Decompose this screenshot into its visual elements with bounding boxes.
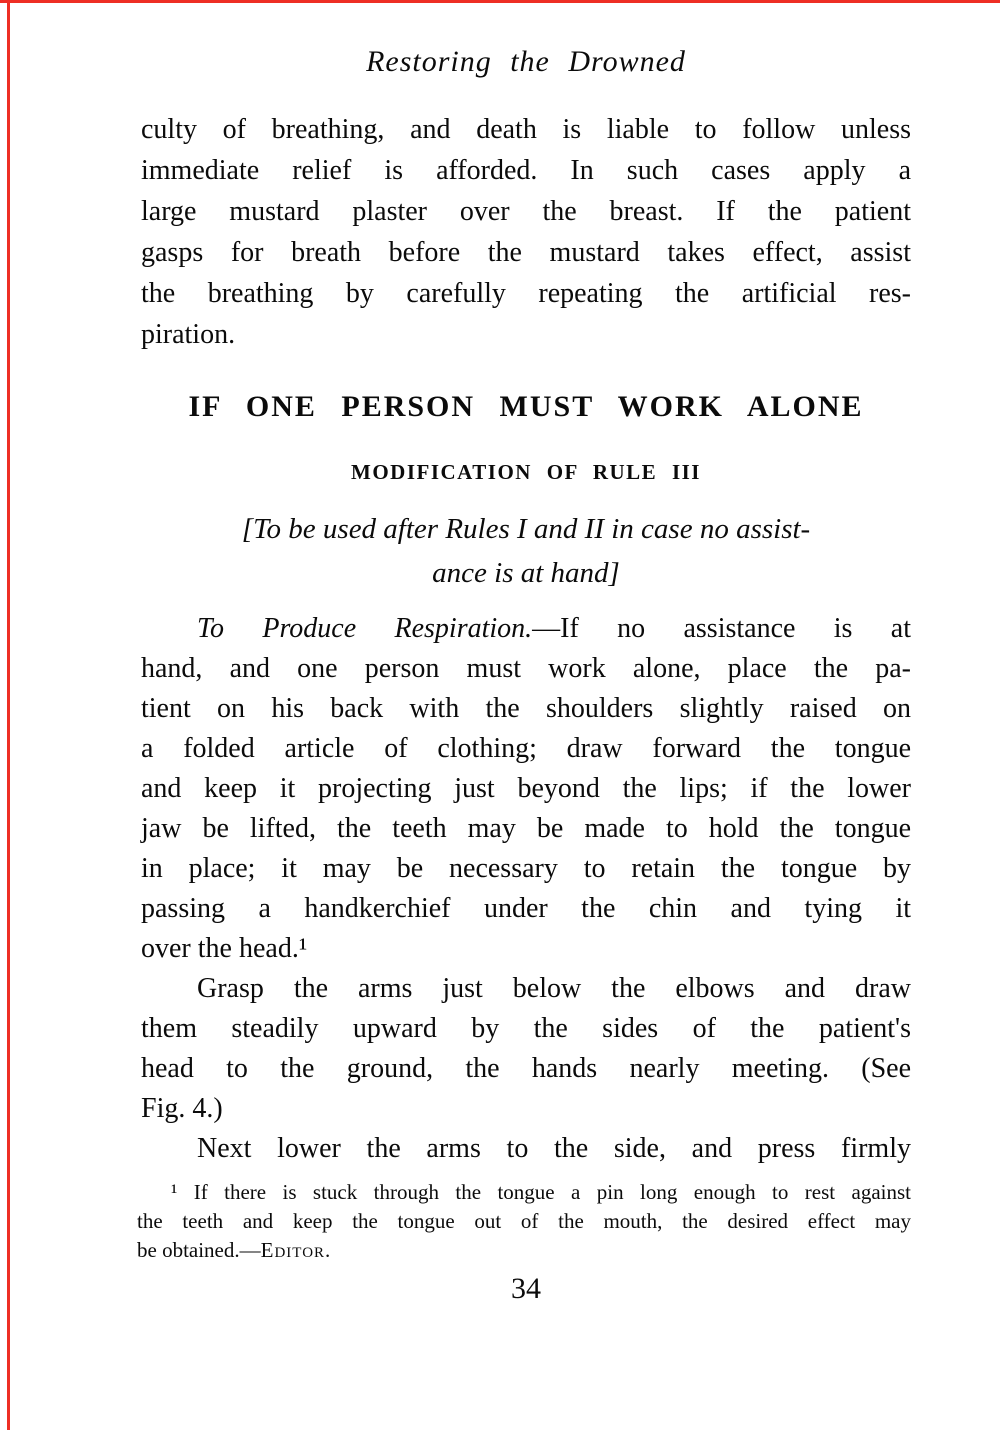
text-line: and keep it projecting just beyond the lips; if the lower (141, 773, 911, 804)
text-line: a folded article of clothing; draw forward the tongue (141, 733, 911, 764)
text-line: To Produce Respiration.—If no assistance is at (197, 613, 911, 644)
scan-redline-left (7, 0, 10, 1430)
running-header: Restoring the Drowned (366, 45, 686, 78)
text-line: ance is at hand] (432, 557, 620, 589)
section-heading: IF ONE PERSON MUST WORK ALONE (188, 390, 864, 423)
body-paragraphs (141, 609, 911, 1169)
footnote (137, 1178, 911, 1265)
text-line: Fig. 4.) (141, 1093, 223, 1124)
text-line: the teeth and keep the tongue out of the mouth, the desired effect may (137, 1209, 911, 1233)
text-line: passing a handkerchief under the chin and tying it (141, 893, 911, 924)
scan-redline-top (0, 0, 1000, 3)
text-line: be obtained.—Editor. (137, 1238, 332, 1262)
text-line: over the head.¹ (141, 933, 308, 964)
text-line: tient on his back with the shoulders slightly raised on (141, 693, 911, 724)
italic-lead-in: To Produce Respiration. (197, 613, 533, 644)
text-line: them steadily upward by the sides of the patient's (141, 1013, 911, 1044)
text-line: large mustard plaster over the breast. If the patient (141, 196, 911, 227)
text-line: culty of breathing, and death is liable to follow unless (141, 114, 911, 145)
text-line: ¹ If there is stuck through the tongue a pin long enough to rest against (171, 1180, 911, 1204)
paragraph-continuation (141, 109, 911, 355)
text-line: immediate relief is afforded. In such cases apply a (141, 155, 911, 186)
page-number: 34 (511, 1272, 541, 1305)
text-line: gasps for breath before the mustard takes effect, assist (141, 237, 911, 268)
text-line: jaw be lifted, the teeth may be made to hold the tongue (141, 813, 911, 844)
text-line: Grasp the arms just below the elbows and draw (197, 973, 911, 1004)
rule-subheading: MODIFICATION OF RULE III (351, 460, 701, 484)
text-line: piration. (141, 319, 236, 350)
text-line: hand, and one person must work alone, place the pa- (141, 653, 911, 684)
text-line: head to the ground, the hands nearly meeting. (See (141, 1053, 911, 1084)
smallcaps-editor-credit: Editor. (260, 1238, 332, 1262)
text-line: the breathing by carefully repeating the artificial res- (141, 278, 911, 309)
text-line: in place; it may be necessary to retain the tongue by (141, 853, 911, 884)
text-line: [To be used after Rules I and II in case no assist- (241, 513, 811, 545)
text-line: Next lower the arms to the side, and press firmly (197, 1133, 911, 1164)
bracket-note (141, 507, 911, 595)
